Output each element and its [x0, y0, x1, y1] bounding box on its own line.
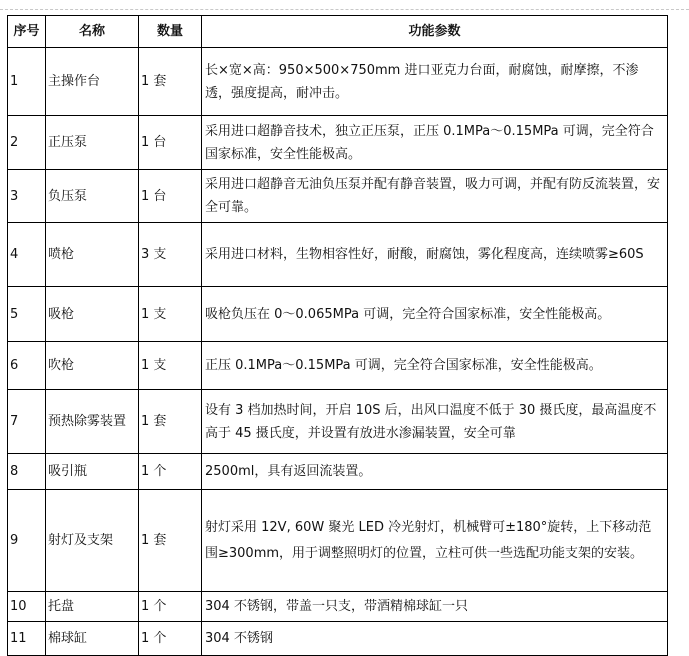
table-row — [8, 48, 668, 116]
header-row — [8, 16, 668, 48]
row-desc: 长×宽×高：950×500×750mm 进口亚克力台面，耐腐蚀，耐摩擦，不渗透，强度提高，耐冲击。 — [202, 48, 668, 116]
row-desc: 设有 3 档加热时间，开启 10S 后，出风口温度不低于 30 摄氏度，最高温度不高于 45 摄氏度，并设置有放进水渗漏装置，安全可靠 — [202, 390, 668, 454]
row-num: 6 — [8, 342, 46, 390]
header-desc: 功能参数 — [202, 16, 668, 48]
table-row — [8, 622, 668, 656]
row-qty: 1 个 — [139, 454, 202, 490]
table-row — [8, 170, 668, 223]
row-desc: 正压 0.1MPa～0.15MPa 可调，完全符合国家标准，安全性能极高。 — [202, 342, 668, 390]
row-qty: 1 个 — [139, 592, 202, 622]
row-name: 主操作台 — [46, 48, 139, 116]
row-qty: 1 套 — [139, 390, 202, 454]
row-qty: 1 台 — [139, 116, 202, 170]
row-name: 吸枪 — [46, 287, 139, 342]
row-num: 3 — [8, 170, 46, 223]
row-num: 7 — [8, 390, 46, 454]
row-qty: 1 个 — [139, 622, 202, 656]
row-num: 2 — [8, 116, 46, 170]
header-qty: 数量 — [139, 16, 202, 48]
equipment-spec-table — [7, 15, 668, 656]
row-num: 11 — [8, 622, 46, 656]
row-num: 4 — [8, 223, 46, 287]
table-row — [8, 223, 668, 287]
row-desc: 采用进口材料，生物相容性好，耐酸，耐腐蚀，雾化程度高，连续喷雾≥60S — [202, 223, 668, 287]
table-row — [8, 454, 668, 490]
row-desc: 304 不锈钢，带盖一只支，带酒精棉球缸一只 — [202, 592, 668, 622]
row-desc: 射灯采用 12V, 60W 聚光 LED 冷光射灯，机械臂可±180°旋转，上下移动范围≥300mm，用于调整照明灯的位置，立柱可供一些选配功能支架的安装。 — [202, 490, 668, 592]
row-desc: 吸枪负压在 0～0.065MPa 可调，完全符合国家标准，安全性能极高。 — [202, 287, 668, 342]
header-name: 名称 — [46, 16, 139, 48]
row-name: 射灯及支架 — [46, 490, 139, 592]
row-name: 托盘 — [46, 592, 139, 622]
row-qty: 1 台 — [139, 170, 202, 223]
row-qty: 1 支 — [139, 287, 202, 342]
table-row — [8, 490, 668, 592]
row-num: 9 — [8, 490, 46, 592]
top-dashed-divider — [0, 9, 689, 10]
row-desc: 采用进口超静音无油负压泵并配有静音装置，吸力可调，并配有防反流装置，安全可靠。 — [202, 170, 668, 223]
row-qty: 3 支 — [139, 223, 202, 287]
row-desc: 304 不锈钢 — [202, 622, 668, 656]
row-qty: 1 套 — [139, 490, 202, 592]
table-row — [8, 592, 668, 622]
table-row — [8, 116, 668, 170]
row-name: 喷枪 — [46, 223, 139, 287]
row-qty: 1 支 — [139, 342, 202, 390]
row-num: 10 — [8, 592, 46, 622]
row-name: 预热除雾装置 — [46, 390, 139, 454]
row-num: 8 — [8, 454, 46, 490]
table-row — [8, 390, 668, 454]
row-qty: 1 套 — [139, 48, 202, 116]
row-desc: 采用进口超静音技术，独立正压泵，正压 0.1MPa～0.15MPa 可调，完全符合国家标准，安全性能极高。 — [202, 116, 668, 170]
row-name: 吸引瓶 — [46, 454, 139, 490]
row-desc: 2500ml，具有返回流装置。 — [202, 454, 668, 490]
row-name: 棉球缸 — [46, 622, 139, 656]
row-name: 负压泵 — [46, 170, 139, 223]
row-name: 正压泵 — [46, 116, 139, 170]
table-row — [8, 287, 668, 342]
table-row — [8, 342, 668, 390]
row-num: 1 — [8, 48, 46, 116]
row-name: 吹枪 — [46, 342, 139, 390]
header-num: 序号 — [8, 16, 46, 48]
row-num: 5 — [8, 287, 46, 342]
